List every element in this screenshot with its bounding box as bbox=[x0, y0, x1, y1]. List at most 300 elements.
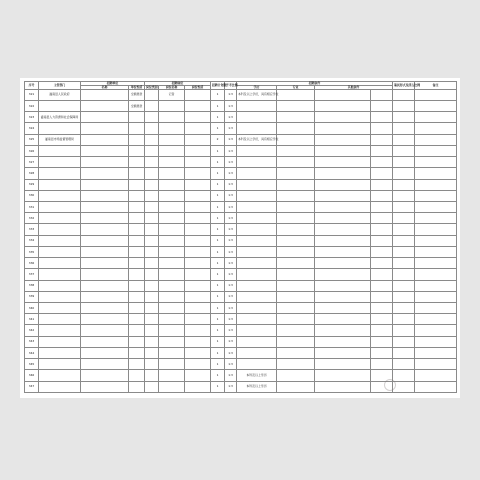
cell-cat bbox=[145, 347, 159, 358]
table-row bbox=[25, 179, 457, 190]
cell-major bbox=[277, 145, 315, 156]
cell-dept bbox=[39, 302, 81, 313]
cell-count: 1 bbox=[211, 224, 225, 235]
cell-ratio: 1:3 bbox=[225, 134, 237, 145]
cell-education bbox=[237, 302, 277, 313]
cell-nature bbox=[129, 179, 145, 190]
cell-org bbox=[81, 213, 129, 224]
cell-other-cond-2 bbox=[371, 347, 393, 358]
cell-exam bbox=[393, 325, 415, 336]
cell-major bbox=[277, 258, 315, 269]
cell-other-cond-2 bbox=[371, 202, 393, 213]
cell-position-name bbox=[159, 145, 185, 156]
cell-position-name bbox=[159, 112, 185, 123]
cell-dept bbox=[39, 157, 81, 168]
cell-org bbox=[81, 347, 129, 358]
cell-exam bbox=[393, 190, 415, 201]
cell-cat bbox=[145, 145, 159, 156]
cell-position-name bbox=[159, 280, 185, 291]
cell-cat bbox=[145, 291, 159, 302]
cell-education bbox=[237, 235, 277, 246]
cell-cat bbox=[145, 123, 159, 134]
cell-count: 1 bbox=[211, 190, 225, 201]
cell-other-cond bbox=[315, 291, 371, 302]
cell-exam bbox=[393, 370, 415, 381]
header-education: 学历 bbox=[237, 85, 277, 89]
cell-education bbox=[237, 213, 277, 224]
cell-org bbox=[81, 145, 129, 156]
cell-ratio: 1:3 bbox=[225, 325, 237, 336]
cell-other-cond-2 bbox=[371, 269, 393, 280]
cell-dept bbox=[39, 168, 81, 179]
cell-education bbox=[237, 224, 277, 235]
cell-position-type bbox=[185, 145, 211, 156]
cell-cat bbox=[145, 246, 159, 257]
cell-seq: 326 bbox=[25, 145, 39, 156]
cell-count: 2 bbox=[211, 134, 225, 145]
cell-dept bbox=[39, 123, 81, 134]
cell-exam bbox=[393, 347, 415, 358]
cell-position-type bbox=[185, 359, 211, 370]
table-row bbox=[25, 336, 457, 347]
cell-position-name bbox=[159, 179, 185, 190]
cell-seq: 321 bbox=[25, 89, 39, 100]
cell-other-cond bbox=[315, 336, 371, 347]
cell-cat bbox=[145, 325, 159, 336]
cell-count: 1 bbox=[211, 302, 225, 313]
cell-major bbox=[277, 246, 315, 257]
header-remarks: 备注 bbox=[415, 82, 457, 90]
cell-remark bbox=[415, 314, 457, 325]
cell-count: 1 bbox=[211, 325, 225, 336]
cell-remark bbox=[415, 101, 457, 112]
cell-seq: 347 bbox=[25, 381, 39, 393]
cell-education bbox=[237, 314, 277, 325]
cell-cat bbox=[145, 314, 159, 325]
cell-count: 1 bbox=[211, 123, 225, 134]
cell-count: 1 bbox=[211, 359, 225, 370]
cell-count: 1 bbox=[211, 258, 225, 269]
cell-exam bbox=[393, 202, 415, 213]
cell-count: 1 bbox=[211, 280, 225, 291]
cell-org bbox=[81, 89, 129, 100]
cell-education bbox=[237, 258, 277, 269]
cell-position-type bbox=[185, 179, 211, 190]
cell-other-cond-2 bbox=[371, 314, 393, 325]
cell-remark bbox=[415, 134, 457, 145]
cell-nature bbox=[129, 258, 145, 269]
cell-cat bbox=[145, 157, 159, 168]
cell-org bbox=[81, 291, 129, 302]
cell-nature bbox=[129, 347, 145, 358]
cell-exam bbox=[393, 168, 415, 179]
cell-nature bbox=[129, 213, 145, 224]
cell-org bbox=[81, 381, 129, 393]
cell-ratio: 1:3 bbox=[225, 370, 237, 381]
cell-ratio: 1:3 bbox=[225, 112, 237, 123]
cell-education bbox=[237, 168, 277, 179]
cell-remark bbox=[415, 179, 457, 190]
cell-other-cond bbox=[315, 134, 371, 145]
cell-cat bbox=[145, 235, 159, 246]
cell-major bbox=[277, 359, 315, 370]
cell-education bbox=[237, 359, 277, 370]
cell-cat bbox=[145, 202, 159, 213]
cell-remark bbox=[415, 347, 457, 358]
cell-cat bbox=[145, 101, 159, 112]
cell-count: 1 bbox=[211, 246, 225, 257]
cell-major bbox=[277, 347, 315, 358]
cell-other-cond-2 bbox=[371, 325, 393, 336]
cell-other-cond-2 bbox=[371, 145, 393, 156]
cell-education bbox=[237, 157, 277, 168]
cell-cat bbox=[145, 280, 159, 291]
header-major: 专业 bbox=[277, 85, 315, 89]
cell-position-name bbox=[159, 336, 185, 347]
cell-position-type bbox=[185, 190, 211, 201]
header-count: 招聘计划数 bbox=[211, 82, 225, 90]
cell-position-type bbox=[185, 202, 211, 213]
cell-seq: 325 bbox=[25, 134, 39, 145]
cell-nature bbox=[129, 112, 145, 123]
cell-position-name bbox=[159, 269, 185, 280]
cell-remark bbox=[415, 235, 457, 246]
table-row bbox=[25, 101, 457, 112]
cell-ratio: 1:3 bbox=[225, 235, 237, 246]
cell-position-name bbox=[159, 359, 185, 370]
cell-seq: 330 bbox=[25, 190, 39, 201]
cell-dept bbox=[39, 269, 81, 280]
cell-exam bbox=[393, 258, 415, 269]
cell-major bbox=[277, 235, 315, 246]
cell-dept: 灌南县人民政府 bbox=[39, 89, 81, 100]
cell-seq: 328 bbox=[25, 168, 39, 179]
cell-exam bbox=[393, 280, 415, 291]
cell-education bbox=[237, 202, 277, 213]
cell-major bbox=[277, 325, 315, 336]
cell-position-name bbox=[159, 190, 185, 201]
cell-count: 1 bbox=[211, 235, 225, 246]
table-row bbox=[25, 269, 457, 280]
cell-seq: 344 bbox=[25, 347, 39, 358]
cell-seq: 334 bbox=[25, 235, 39, 246]
cell-cat bbox=[145, 269, 159, 280]
cell-major bbox=[277, 123, 315, 134]
cell-seq: 324 bbox=[25, 123, 39, 134]
document-page bbox=[20, 78, 460, 398]
cell-nature bbox=[129, 235, 145, 246]
cell-other-cond bbox=[315, 258, 371, 269]
recruitment-table bbox=[24, 81, 457, 393]
table-row bbox=[25, 168, 457, 179]
cell-seq: 323 bbox=[25, 112, 39, 123]
cell-other-cond bbox=[315, 246, 371, 257]
cell-position-type bbox=[185, 302, 211, 313]
cell-exam bbox=[393, 336, 415, 347]
table-row bbox=[25, 190, 457, 201]
cell-position-type bbox=[185, 89, 211, 100]
cell-other-cond-2 bbox=[371, 101, 393, 112]
cell-dept bbox=[39, 258, 81, 269]
cell-count: 1 bbox=[211, 269, 225, 280]
cell-org bbox=[81, 359, 129, 370]
cell-remark bbox=[415, 168, 457, 179]
cell-position-type bbox=[185, 347, 211, 358]
header-dept: 主管部门 bbox=[39, 82, 81, 90]
cell-exam bbox=[393, 269, 415, 280]
header-position-type: 岗位性质 bbox=[185, 85, 211, 89]
cell-ratio: 1:3 bbox=[225, 89, 237, 100]
cell-seq: 331 bbox=[25, 202, 39, 213]
cell-other-cond-2 bbox=[371, 258, 393, 269]
cell-remark bbox=[415, 302, 457, 313]
cell-nature bbox=[129, 123, 145, 134]
cell-seq: 329 bbox=[25, 179, 39, 190]
cell-other-cond bbox=[315, 359, 371, 370]
cell-org bbox=[81, 168, 129, 179]
cell-cat bbox=[145, 89, 159, 100]
cell-exam bbox=[393, 101, 415, 112]
cell-position-name bbox=[159, 157, 185, 168]
table-row bbox=[25, 246, 457, 257]
cell-major bbox=[277, 370, 315, 381]
cell-other-cond-2 bbox=[371, 190, 393, 201]
cell-major bbox=[277, 190, 315, 201]
cell-dept bbox=[39, 235, 81, 246]
cell-position-name bbox=[159, 202, 185, 213]
cell-position-type bbox=[185, 101, 211, 112]
cell-ratio: 1:3 bbox=[225, 291, 237, 302]
cell-position-name bbox=[159, 235, 185, 246]
cell-nature bbox=[129, 314, 145, 325]
cell-org bbox=[81, 190, 129, 201]
cell-dept bbox=[39, 213, 81, 224]
cell-count: 1 bbox=[211, 370, 225, 381]
cell-seq: 333 bbox=[25, 224, 39, 235]
cell-position-type bbox=[185, 370, 211, 381]
cell-seq: 332 bbox=[25, 213, 39, 224]
cell-nature bbox=[129, 224, 145, 235]
cell-seq: 339 bbox=[25, 291, 39, 302]
cell-count: 1 bbox=[211, 112, 225, 123]
cell-remark bbox=[415, 280, 457, 291]
cell-remark bbox=[415, 246, 457, 257]
cell-position-name bbox=[159, 347, 185, 358]
cell-remark bbox=[415, 370, 457, 381]
cell-education: 本科及以上学历 bbox=[237, 381, 277, 393]
cell-ratio: 1:3 bbox=[225, 157, 237, 168]
cell-dept bbox=[39, 246, 81, 257]
table-row bbox=[25, 347, 457, 358]
cell-education bbox=[237, 291, 277, 302]
cell-exam bbox=[393, 213, 415, 224]
cell-other-cond bbox=[315, 145, 371, 156]
cell-org bbox=[81, 258, 129, 269]
cell-position-type bbox=[185, 112, 211, 123]
watermark-logo bbox=[384, 379, 396, 391]
cell-education: 本科及以上学历，具有相应学位 bbox=[237, 89, 277, 100]
cell-exam bbox=[393, 291, 415, 302]
header-employer-name: 名称 bbox=[81, 85, 129, 89]
cell-count: 1 bbox=[211, 213, 225, 224]
table-row bbox=[25, 123, 457, 134]
cell-other-cond-2 bbox=[371, 157, 393, 168]
cell-seq: 341 bbox=[25, 314, 39, 325]
cell-other-cond bbox=[315, 314, 371, 325]
cell-position-name bbox=[159, 258, 185, 269]
cell-dept: 灌南县人力资源和社会保障局 bbox=[39, 112, 81, 123]
cell-remark bbox=[415, 325, 457, 336]
cell-major bbox=[277, 381, 315, 393]
cell-nature bbox=[129, 190, 145, 201]
cell-major bbox=[277, 213, 315, 224]
cell-exam bbox=[393, 302, 415, 313]
cell-position-type bbox=[185, 123, 211, 134]
cell-other-cond bbox=[315, 381, 371, 393]
cell-exam bbox=[393, 314, 415, 325]
cell-org bbox=[81, 134, 129, 145]
cell-exam bbox=[393, 246, 415, 257]
cell-position-type bbox=[185, 336, 211, 347]
cell-dept bbox=[39, 179, 81, 190]
cell-education: 本科及以上学历，具有相应学位 bbox=[237, 134, 277, 145]
cell-position-name bbox=[159, 213, 185, 224]
cell-major bbox=[277, 202, 315, 213]
table-row bbox=[25, 235, 457, 246]
cell-nature bbox=[129, 269, 145, 280]
cell-count: 1 bbox=[211, 168, 225, 179]
cell-org bbox=[81, 370, 129, 381]
cell-position-name bbox=[159, 101, 185, 112]
header-cond-group: 招聘条件 bbox=[237, 82, 393, 86]
cell-cat bbox=[145, 168, 159, 179]
cell-other-cond-2 bbox=[371, 89, 393, 100]
cell-nature bbox=[129, 246, 145, 257]
cell-other-cond-2 bbox=[371, 235, 393, 246]
header-exam: 笔试形式及所占比例 bbox=[393, 82, 415, 90]
table-row bbox=[25, 302, 457, 313]
cell-position-type bbox=[185, 280, 211, 291]
cell-cat bbox=[145, 213, 159, 224]
cell-cat bbox=[145, 224, 159, 235]
cell-position-type bbox=[185, 381, 211, 393]
cell-org bbox=[81, 302, 129, 313]
cell-dept bbox=[39, 190, 81, 201]
cell-remark bbox=[415, 258, 457, 269]
cell-ratio: 1:3 bbox=[225, 269, 237, 280]
cell-position-name bbox=[159, 168, 185, 179]
cell-other-cond bbox=[315, 235, 371, 246]
cell-dept bbox=[39, 347, 81, 358]
cell-position-type bbox=[185, 246, 211, 257]
cell-dept bbox=[39, 359, 81, 370]
cell-remark bbox=[415, 145, 457, 156]
table-row bbox=[25, 280, 457, 291]
cell-dept bbox=[39, 381, 81, 393]
header-seq: 序号 bbox=[25, 82, 39, 90]
cell-cat bbox=[145, 179, 159, 190]
cell-count: 1 bbox=[211, 381, 225, 393]
cell-org bbox=[81, 336, 129, 347]
cell-education bbox=[237, 101, 277, 112]
cell-remark bbox=[415, 112, 457, 123]
cell-cat bbox=[145, 112, 159, 123]
cell-count: 1 bbox=[211, 145, 225, 156]
cell-major bbox=[277, 134, 315, 145]
cell-count: 1 bbox=[211, 291, 225, 302]
cell-dept bbox=[39, 202, 81, 213]
cell-org bbox=[81, 314, 129, 325]
cell-major bbox=[277, 302, 315, 313]
cell-cat bbox=[145, 370, 159, 381]
cell-other-cond bbox=[315, 370, 371, 381]
cell-position-type bbox=[185, 235, 211, 246]
cell-org bbox=[81, 269, 129, 280]
cell-major bbox=[277, 314, 315, 325]
cell-position-name bbox=[159, 314, 185, 325]
cell-nature bbox=[129, 325, 145, 336]
cell-cat bbox=[145, 336, 159, 347]
cell-cat bbox=[145, 302, 159, 313]
cell-org bbox=[81, 325, 129, 336]
cell-ratio: 1:3 bbox=[225, 314, 237, 325]
table-row bbox=[25, 314, 457, 325]
table-row bbox=[25, 202, 457, 213]
cell-other-cond bbox=[315, 347, 371, 358]
cell-org bbox=[81, 246, 129, 257]
cell-nature bbox=[129, 134, 145, 145]
cell-ratio: 1:3 bbox=[225, 224, 237, 235]
cell-org bbox=[81, 179, 129, 190]
cell-other-cond bbox=[315, 302, 371, 313]
cell-other-cond bbox=[315, 179, 371, 190]
cell-other-cond-2 bbox=[371, 291, 393, 302]
cell-major bbox=[277, 168, 315, 179]
cell-dept bbox=[39, 291, 81, 302]
cell-seq: 340 bbox=[25, 302, 39, 313]
cell-count: 1 bbox=[211, 336, 225, 347]
cell-other-cond bbox=[315, 224, 371, 235]
cell-count: 1 bbox=[211, 101, 225, 112]
cell-ratio: 1:3 bbox=[225, 190, 237, 201]
table-row bbox=[25, 134, 457, 145]
cell-nature bbox=[129, 291, 145, 302]
cell-ratio: 1:3 bbox=[225, 168, 237, 179]
header-position-cat: 岗位类别 bbox=[146, 84, 158, 89]
cell-dept bbox=[39, 224, 81, 235]
cell-position-name bbox=[159, 302, 185, 313]
cell-other-cond-2 bbox=[371, 168, 393, 179]
cell-other-cond-2 bbox=[371, 179, 393, 190]
cell-other-cond-2 bbox=[371, 213, 393, 224]
cell-other-cond-2 bbox=[371, 123, 393, 134]
cell-ratio: 1:3 bbox=[225, 359, 237, 370]
cell-dept bbox=[39, 314, 81, 325]
cell-remark bbox=[415, 202, 457, 213]
cell-cat bbox=[145, 134, 159, 145]
cell-count: 1 bbox=[211, 347, 225, 358]
cell-org bbox=[81, 101, 129, 112]
cell-nature bbox=[129, 359, 145, 370]
cell-other-cond bbox=[315, 112, 371, 123]
cell-other-cond bbox=[315, 89, 371, 100]
cell-nature bbox=[129, 202, 145, 213]
cell-nature: 全额拨款 bbox=[129, 89, 145, 100]
cell-exam bbox=[393, 179, 415, 190]
cell-major bbox=[277, 291, 315, 302]
cell-position-type bbox=[185, 325, 211, 336]
cell-seq: 322 bbox=[25, 101, 39, 112]
